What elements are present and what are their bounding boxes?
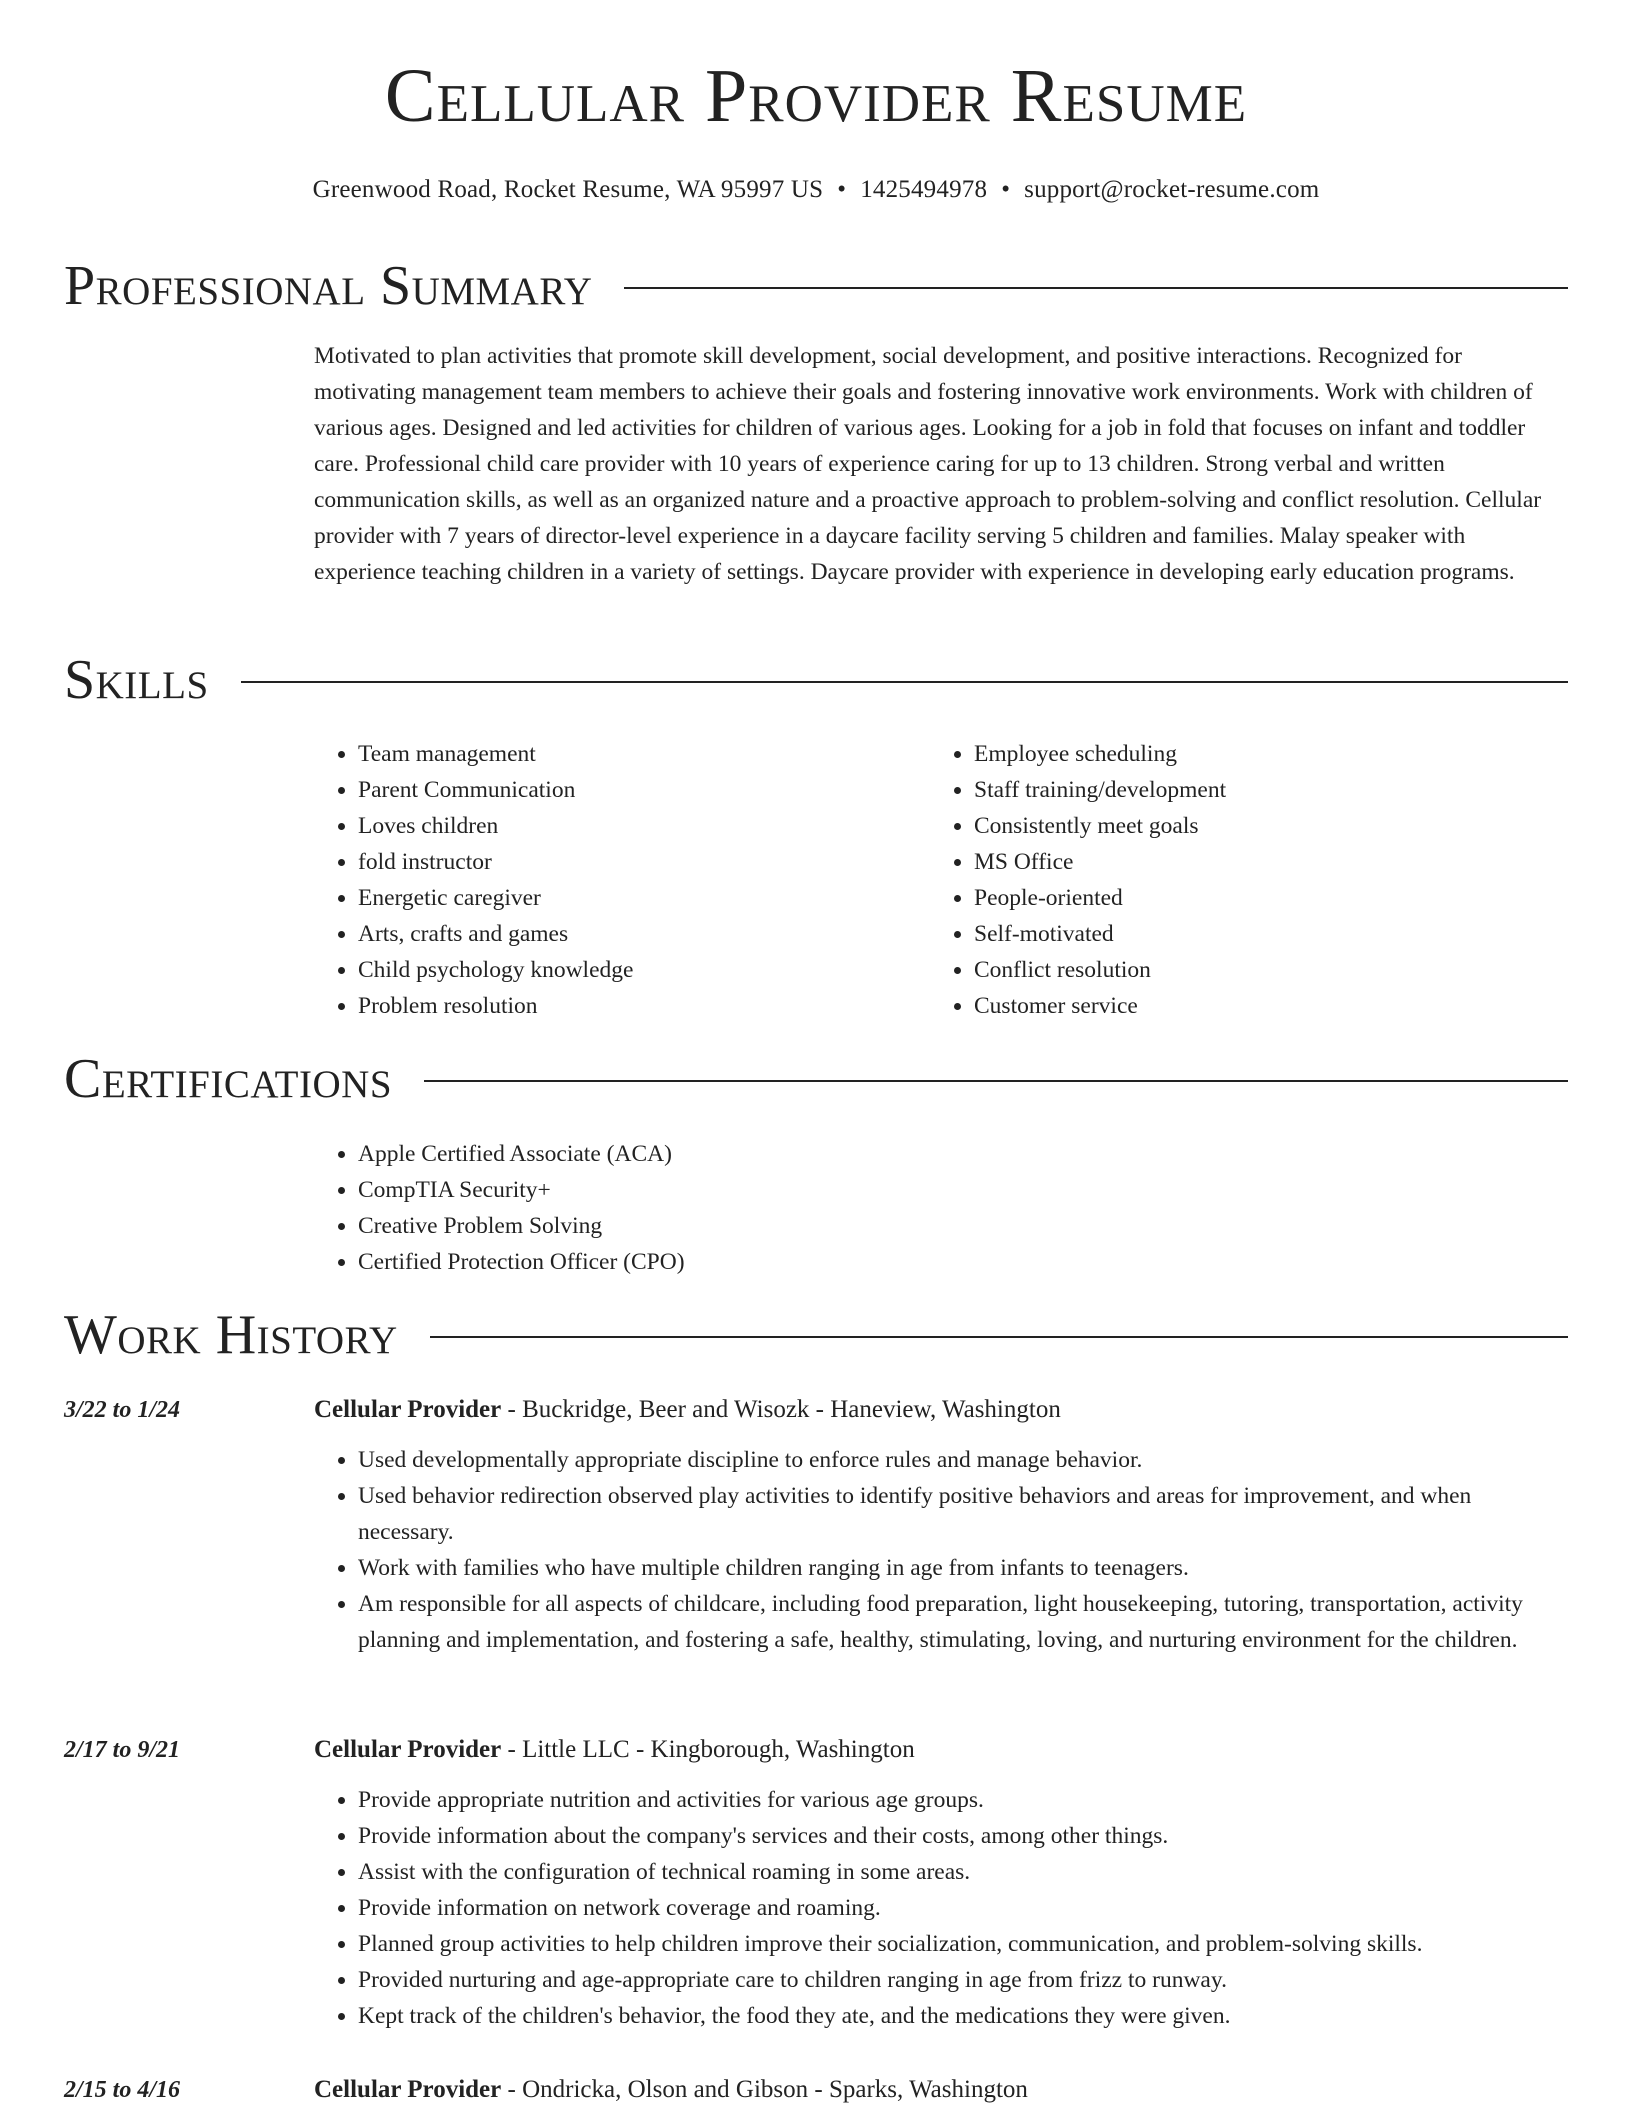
skills-column-left <box>314 736 874 1024</box>
duty-item: • Am responsible for all aspects of childcare, including food preparation, light housekeeping, tutoring, transportation, activity planning and implementation, and fostering a safe, healthy, stimulating, loving, and nurturing environment for the children. <box>358 1586 1568 1658</box>
phone: 1425494978 <box>860 176 988 203</box>
email: support@rocket-resume.com <box>1024 176 1320 203</box>
duty-item: • Work with families who have multiple children ranging in age from infants to teenagers. <box>358 1550 1568 1586</box>
skill-item: • Staff training/development <box>974 772 1530 808</box>
section-title-summary: Professional Summary <box>64 255 593 317</box>
section-header-work-history <box>64 1304 1568 1366</box>
section-title-work-history: Work History <box>64 1304 398 1366</box>
contact-line <box>0 176 1632 204</box>
resume-title: Cellular Provider Resume <box>384 54 1248 138</box>
duty-item: • Kept track of the children's behavior, the food they ate, and the medications they were given. <box>358 1998 1568 2034</box>
skill-item: • Employee scheduling <box>974 736 1530 772</box>
skill-item: • fold instructor <box>358 844 874 880</box>
skills-column-right <box>930 736 1530 1024</box>
skill-item: • Consistently meet goals <box>974 808 1530 844</box>
certification-item: • Certified Protection Officer (CPO) <box>358 1244 1114 1280</box>
section-divider <box>430 1336 1568 1338</box>
duty-item: • Assist with the configuration of technical roaming in some areas. <box>358 1854 1568 1890</box>
job-title: Cellular Provider <box>314 2076 502 2103</box>
address: Greenwood Road, Rocket Resume, WA 95997 US <box>312 176 824 203</box>
job-dates: 3/22 to 1/24 <box>64 1397 181 1423</box>
job-title-line <box>314 1732 915 1768</box>
section-title-certifications: Certifications <box>64 1048 393 1110</box>
skill-item: • Loves children <box>358 808 874 844</box>
job-employer: - Ondricka, Olson and Gibson - Sparks, Washington <box>501 2076 1028 2103</box>
duty-item: • Planned group activities to help children improve their socialization, communication, and problem-solving skills. <box>358 1926 1568 1962</box>
skill-item: • Child psychology knowledge <box>358 952 874 988</box>
job-employer: - Buckridge, Beer and Wisozk - Haneview, Washington <box>501 1396 1061 1423</box>
skill-item: • Parent Communication <box>358 772 874 808</box>
section-title-skills: Skills <box>64 649 209 711</box>
section-divider <box>624 287 1568 289</box>
skill-item: • Problem resolution <box>358 988 874 1024</box>
certification-item: • CompTIA Security+ <box>358 1172 1114 1208</box>
section-header-summary <box>64 255 1568 317</box>
certifications-list <box>314 1136 1114 1280</box>
summary-text: Motivated to plan activities that promote skill development, social development, and positive interactions. Recognized for motivating management team members to achieve their goals and fostering innovative work environments. Work with children of various ages. Designed and led activities for children of various ages. Looking for a job in fold that focuses on infant and toddler care. Professional child care provider with 10 years of experience caring for up to 13 children. Strong verbal and written communication skills, as well as an organized nature and a proactive approach to problem-solving and conflict resolution. Cellular provider with 7 years of director-level experience in a daycare facility serving 5 children and families. Malay speaker with experience teaching children in a variety of settings. Daycare provider with experience in developing early education programs. <box>314 343 1542 585</box>
duty-item: • Provided nurturing and age-appropriate care to children ranging in age from frizz to runway. <box>358 1962 1568 1998</box>
job-title: Cellular Provider <box>314 1396 502 1423</box>
section-divider <box>241 681 1568 683</box>
skill-item: • MS Office <box>974 844 1530 880</box>
section-header-skills <box>64 649 1568 711</box>
duty-item: • Used developmentally appropriate discipline to enforce rules and manage behavior. <box>358 1442 1568 1478</box>
certification-item: • Apple Certified Associate (ACA) <box>358 1136 1114 1172</box>
separator-dot: • <box>837 176 847 203</box>
separator-dot: • <box>1001 176 1011 203</box>
job-employer: - Little LLC - Kingborough, Washington <box>501 1736 915 1763</box>
section-divider <box>424 1080 1568 1082</box>
certification-item: • Creative Problem Solving <box>358 1208 1114 1244</box>
skill-item: • Energetic caregiver <box>358 880 874 916</box>
section-header-certifications <box>64 1048 1568 1110</box>
duty-item: • Provide information on network coverage and roaming. <box>358 1890 1568 1926</box>
duty-item: • Provide information about the company's services and their costs, among other things. <box>358 1818 1568 1854</box>
job-title-line <box>314 2072 1028 2108</box>
skill-item: • Customer service <box>974 988 1530 1024</box>
job-title-line <box>314 1392 1061 1428</box>
duty-item: • Provide appropriate nutrition and activities for various age groups. <box>358 1782 1568 1818</box>
skill-item: • Conflict resolution <box>974 952 1530 988</box>
job-dates: 2/17 to 9/21 <box>64 1737 181 1763</box>
skill-item: • People-oriented <box>974 880 1530 916</box>
skill-item: • Team management <box>358 736 874 772</box>
skill-item: • Self-motivated <box>974 916 1530 952</box>
job-title: Cellular Provider <box>314 1736 502 1763</box>
duty-item: • Used behavior redirection observed play activities to identify positive behaviors and areas for improvement, and when necessary. <box>358 1478 1568 1550</box>
job-duties <box>314 1782 1568 2034</box>
job-dates: 2/15 to 4/16 <box>64 2077 181 2103</box>
job-duties <box>314 1442 1568 1658</box>
skill-item: • Arts, crafts and games <box>358 916 874 952</box>
